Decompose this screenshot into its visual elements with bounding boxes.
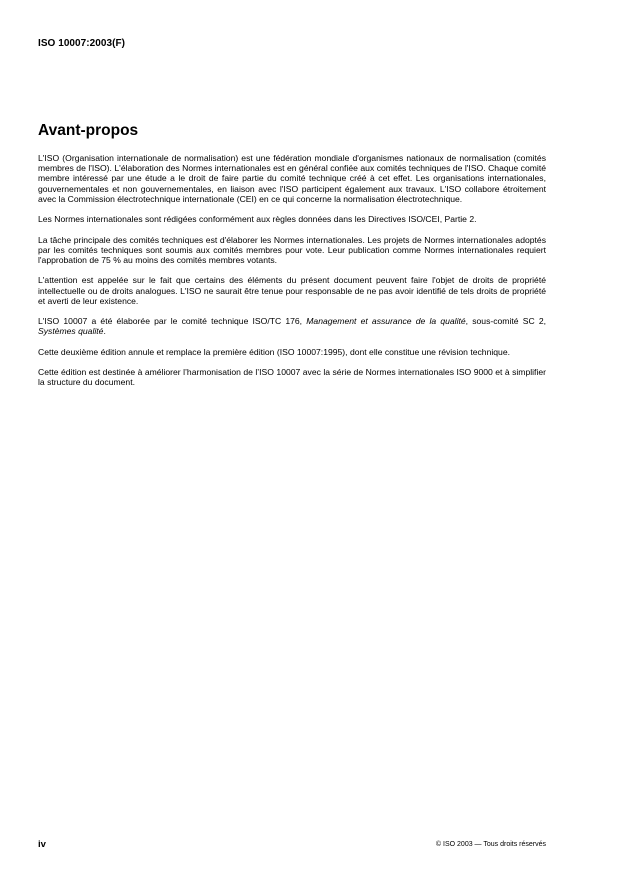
paragraph-drafting-rules: Les Normes internationales sont rédigées conformément aux règles données dans les Directives ISO/CEI, Partie 2. (38, 214, 477, 225)
foreword-body (38, 153, 546, 398)
paragraph-iso-organisation: L'ISO (Organisation internationale de normalisation) est une fédération mondiale d'organismes nationaux de normalisation (comités membres de l'ISO). L'élaboration des Normes internationales est en général confiée aux comités techniques de l'ISO. Chaque comité membre intéressé par une étude a le droit de faire partie du comité technique créé à cet effet. Les organisations internationales, gouvernementales et non gouvernementales, en liaison avec l'ISO participent également aux travaux. L'ISO collabore étroitement avec la Commission électrotechnique internationale (CEI) en ce qui concerne la normalisation électrotechnique. (38, 153, 546, 204)
page-title: Avant-propos (38, 122, 139, 139)
committee-title: Management et assurance de la qualité (306, 316, 466, 327)
paragraph-technical-committees: La tâche principale des comités techniques est d'élaborer les Normes internationales. Les projets de Normes internationales adoptés par les comités techniques sont soumis aux comités membres pour vote. Leur publication comme Normes internationales requiert l'approbation de 75 % au moins des comités membres votants. (38, 234, 546, 265)
prepared-by-text-3: . (103, 326, 106, 337)
document-id-header: ISO 10007:2003(F) (38, 38, 126, 49)
copyright-notice: © ISO 2003 — Tous droits réservés (435, 841, 546, 848)
paragraph-edition: Cette deuxième édition annule et remplace la première édition (ISO 10007:1995), dont elle constitue une révision technique. (38, 346, 510, 357)
prepared-by-text-1: L'ISO 10007 a été élaborée par le comité technique ISO/TC 176, (38, 316, 307, 327)
page-number: iv (38, 839, 46, 850)
paragraph-harmonisation: Cette édition est destinée à améliorer l’harmonisation de l’ISO 10007 avec la série de Normes internationales ISO 9000 et à simplifier la structure du document. (38, 367, 546, 388)
paragraph-patent-rights: L'attention est appelée sur le fait que certains des éléments du présent document peuvent faire l'objet de droits de propriété intellectuelle ou de droits analogues. L'ISO ne saurait être tenue pour responsable de ne pas avoir identifié de tels droits de propriété et averti de leur existence. (38, 275, 546, 306)
paragraph-prepared-by (38, 316, 546, 336)
prepared-by-text-2: , sous-comité SC 2, (465, 316, 546, 327)
subcommittee-title: Systèmes qualité (38, 326, 104, 337)
